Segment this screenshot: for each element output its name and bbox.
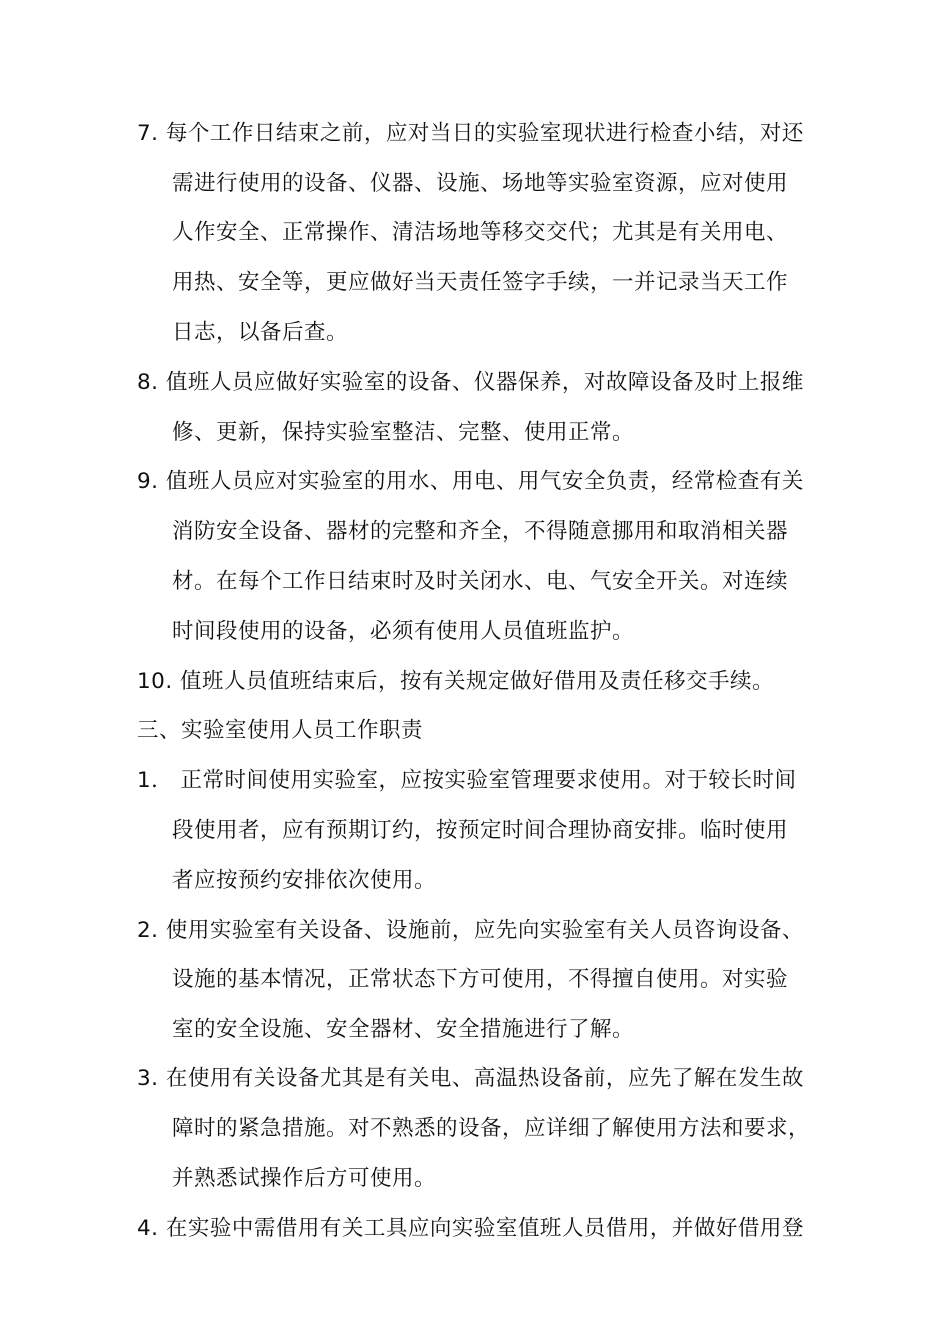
item-9-line-3 — [172, 567, 788, 597]
item-number: 3. — [137, 1066, 159, 1091]
item-7-line-1 — [137, 119, 804, 149]
line-text: 并熟悉试操作后方可使用。 — [172, 1166, 437, 1191]
line-text: 消防安全设备、器材的完整和齐全，不得随意挪用和取消相关器 — [172, 519, 789, 544]
line-text: 修、更新，保持实验室整洁、完整、使用正常。 — [172, 420, 635, 445]
item-number: 9. — [137, 469, 159, 494]
line-text: 人作安全、正常操作、清洁场地等移交交代；尤其是有关用电、 — [172, 220, 789, 245]
line-text: 者应按预约安排依次使用。 — [172, 868, 437, 893]
item-7-line-4 — [172, 268, 788, 298]
line-text: 使用实验室有关设备、设施前，应先向实验室有关人员咨询设备、 — [165, 918, 804, 943]
line-text: 值班人员应对实验室的用水、用电、用气安全负责，经常检查有关 — [165, 469, 804, 494]
line-text: 室的安全设施、安全器材、安全措施进行了解。 — [172, 1017, 635, 1042]
line-text: 设施的基本情况，正常状态下方可使用，不得擅自使用。对实验 — [172, 967, 789, 992]
item-number: 10. — [137, 669, 173, 694]
item-7-line-2 — [172, 169, 788, 199]
line-text: 障时的紧急措施。对不熟悉的设备，应详细了解使用方法和要求， — [172, 1116, 811, 1141]
line-text: 正常时间使用实验室，应按实验室管理要求使用。对于较长时间 — [180, 768, 797, 793]
line-text: 在实验中需借用有关工具应向实验室值班人员借用，并做好借用登 — [165, 1216, 804, 1241]
line-text: 值班人员应做好实验室的设备、仪器保养，对故障设备及时上报维 — [165, 370, 804, 395]
section-heading — [137, 716, 423, 746]
item-8-line-2 — [172, 418, 634, 448]
item-number: 7. — [137, 121, 159, 146]
item-3-line-3 — [172, 1164, 436, 1194]
line-text: 值班人员值班结束后，按有关规定做好借用及责任移交手续。 — [180, 669, 775, 694]
line-text: 每个工作日结束之前，应对当日的实验室现状进行检查小结，对还 — [165, 121, 804, 146]
item-2-line-3 — [172, 1015, 634, 1045]
line-text: 材。在每个工作日结束时及时关闭水、电、气安全开关。对连续 — [172, 569, 789, 594]
line-text: 在使用有关设备尤其是有关电、高温热设备前，应先了解在发生故 — [165, 1066, 804, 1091]
item-3-line-2 — [172, 1114, 810, 1144]
item-number: 2. — [137, 918, 159, 943]
item-number: 1． — [137, 768, 174, 793]
item-number: 8. — [137, 370, 159, 395]
item-3-line-1 — [137, 1064, 804, 1094]
item-10-line-1 — [137, 667, 774, 697]
line-text: 需进行使用的设备、仪器、设施、场地等实验室资源，应对使用 — [172, 171, 789, 196]
item-7-line-5 — [172, 318, 348, 348]
line-text: 段使用者，应有预期订约，按预定时间合理协商安排。临时使用 — [172, 818, 789, 843]
item-9-line-1 — [137, 467, 804, 497]
item-7-line-3 — [172, 218, 788, 248]
item-1-line-1 — [137, 766, 797, 796]
section-heading-text: 三、实验室使用人员工作职责 — [137, 718, 424, 743]
item-9-line-2 — [172, 517, 788, 547]
line-text: 日志，以备后查。 — [172, 320, 349, 345]
item-1-line-2 — [172, 816, 788, 846]
item-9-line-4 — [172, 617, 634, 647]
item-8-line-1 — [137, 368, 804, 398]
item-1-line-3 — [172, 866, 436, 896]
line-text: 时间段使用的设备，必须有使用人员值班监护。 — [172, 619, 635, 644]
line-text: 用热、安全等，更应做好当天责任签字手续，一并记录当天工作 — [172, 270, 789, 295]
item-2-line-2 — [172, 965, 788, 995]
item-4-line-1 — [137, 1214, 804, 1244]
item-number: 4. — [137, 1216, 159, 1241]
item-2-line-1 — [137, 916, 804, 946]
